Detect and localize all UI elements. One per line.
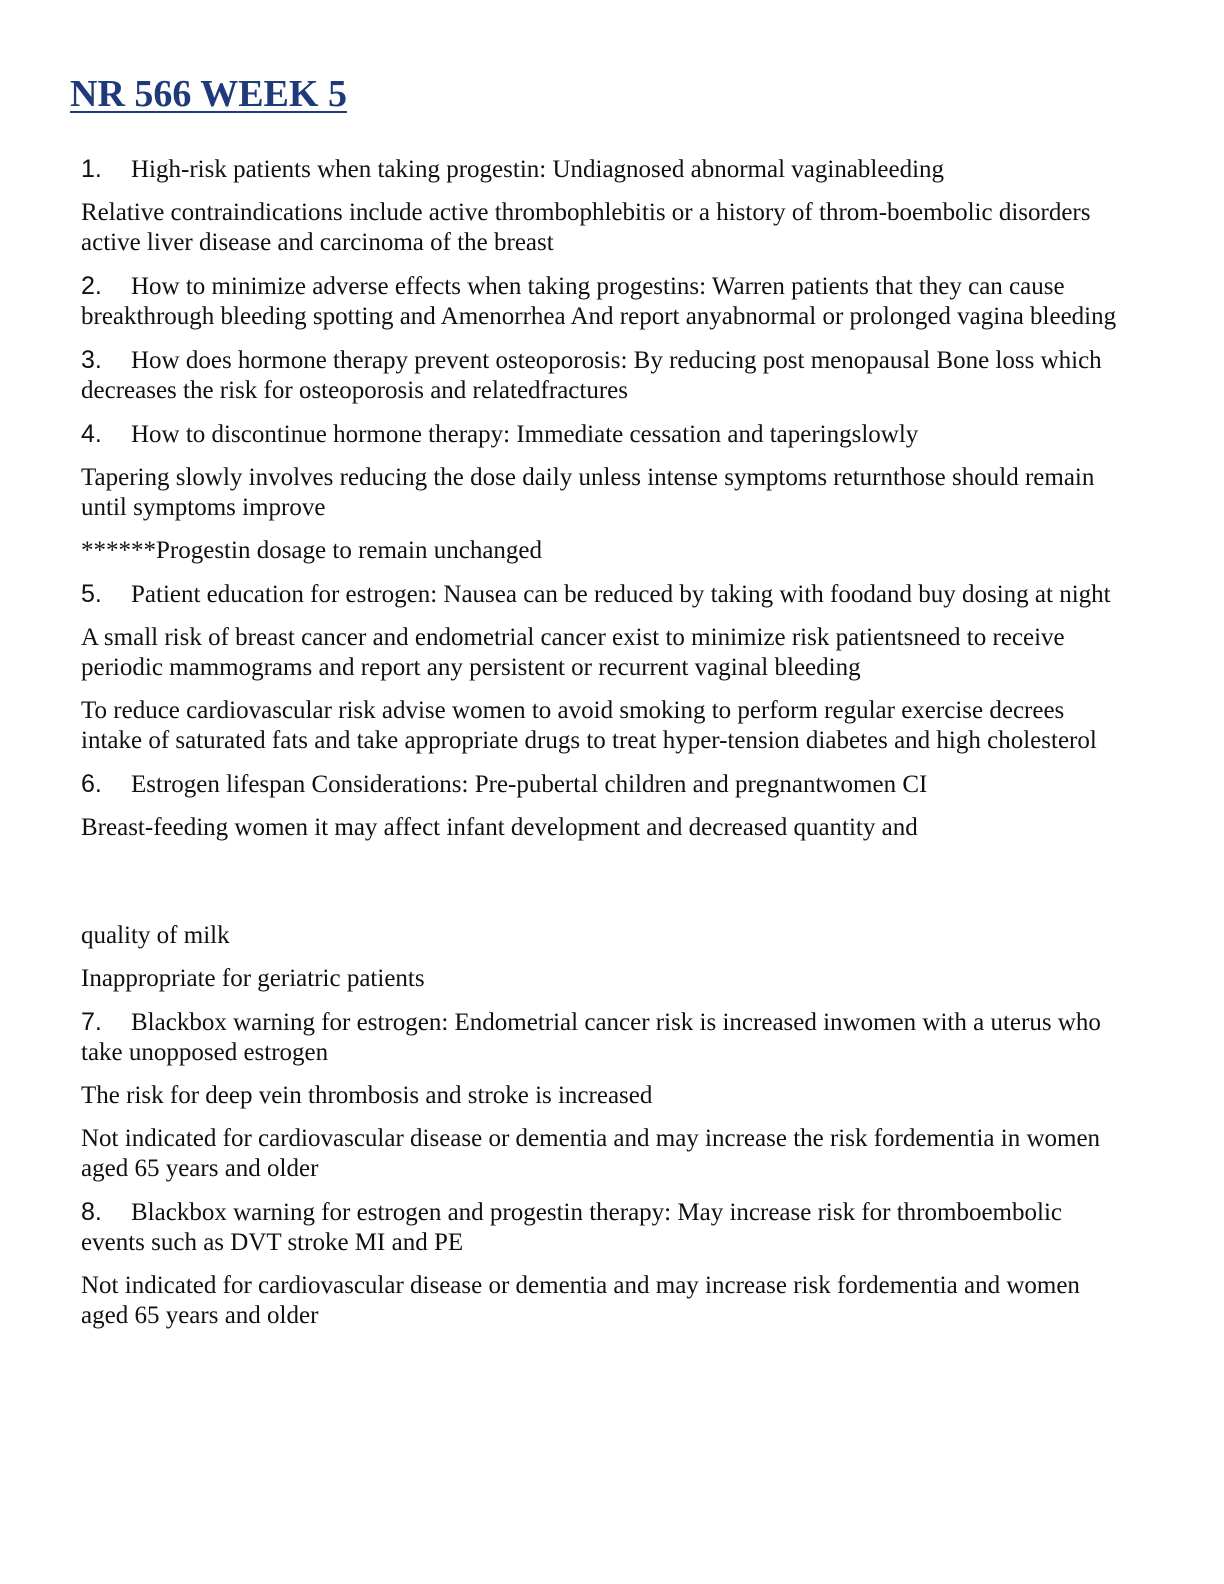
question: [81, 579, 1131, 610]
question: [81, 419, 1131, 450]
list-item-8: [81, 1197, 1131, 1331]
paragraph: Not indicated for cardiovascular disease or dementia and may increase risk fordementia and women aged 65 years and older: [81, 1272, 1080, 1329]
list-item-6: [81, 769, 1131, 994]
list-item-5: [81, 579, 1131, 756]
list-item-1: [81, 154, 1131, 258]
list-item-3: [81, 345, 1131, 406]
paragraph: Breast-feeding women it may affect infant development and decreased quantity and: [81, 814, 918, 841]
list-item-4: [81, 419, 1131, 566]
item-number: 1.: [81, 155, 102, 183]
question: [81, 1007, 1131, 1068]
page-title: NR 566 WEEK 5: [70, 73, 347, 115]
paragraph: A small risk of breast cancer and endometrial cancer exist to minimize risk patientsneed to receive periodic mammograms and report any persistent or recurrent vaginal bleeding: [81, 624, 1065, 681]
paragraph: Inappropriate for geriatric patients: [81, 965, 425, 992]
item-number: 5.: [81, 580, 102, 608]
item-number: 6.: [81, 770, 102, 798]
question-text: Blackbox warning for estrogen and progestin therapy: May increase risk for thromboembolic events such as DVT stroke MI and PE: [81, 1199, 1062, 1256]
list-item-2: [81, 271, 1131, 332]
paragraph: The risk for deep vein thrombosis and stroke is increased: [81, 1082, 653, 1109]
item-number: 3.: [81, 346, 102, 374]
item-number: 2.: [81, 272, 102, 300]
paragraph: ******Progestin dosage to remain unchanged: [81, 537, 543, 564]
paragraph: Tapering slowly involves reducing the dose daily unless intense symptoms returnthose should remain until symptoms improve: [81, 464, 1095, 521]
question-text: Estrogen lifespan Considerations: Pre-pubertal children and pregnantwomen CI: [131, 771, 928, 798]
item-number: 7.: [81, 1008, 102, 1036]
question: [81, 1197, 1131, 1258]
document-body: [81, 154, 1131, 1344]
question-text: High-risk patients when taking progestin: Undiagnosed abnormal vaginableeding: [131, 156, 945, 183]
paragraph: quality of milk: [81, 922, 230, 949]
item-number: 8.: [81, 1198, 102, 1226]
paragraph: Not indicated for cardiovascular disease or dementia and may increase the risk fordementia in women aged 65 years and older: [81, 1125, 1101, 1182]
question: [81, 271, 1131, 332]
question: [81, 345, 1131, 406]
question-text: How to minimize adverse effects when taking progestins: Warren patients that they can cause breakthrough bleeding spotting and Amenorrhea And report anyabnormal or prolonged vagina bleeding: [81, 273, 1117, 330]
question-text: Patient education for estrogen: Nausea can be reduced by taking with foodand buy dosing at night: [131, 581, 1111, 608]
paragraph: Relative contraindications include active thrombophlebitis or a history of throm-boembolic disorders active liver disease and carcinoma of the breast: [81, 199, 1091, 256]
question-text: How to discontinue hormone therapy: Immediate cessation and taperingslowly: [131, 421, 919, 448]
list-item-7: [81, 1007, 1131, 1184]
question-text: How does hormone therapy prevent osteoporosis: By reducing post menopausal Bone loss which decreases the risk for osteoporosis and relatedfractures: [81, 347, 1102, 404]
paragraph: To reduce cardiovascular risk advise women to avoid smoking to perform regular exercise decrees intake of saturated fats and take appropriate drugs to treat hyper-tension diabetes and high cholesterol: [81, 697, 1097, 754]
question-text: Blackbox warning for estrogen: Endometrial cancer risk is increased inwomen with a uterus who take unopposed estrogen: [81, 1009, 1101, 1066]
question: [81, 769, 1131, 800]
item-number: 4.: [81, 420, 102, 448]
question: [81, 154, 1131, 185]
